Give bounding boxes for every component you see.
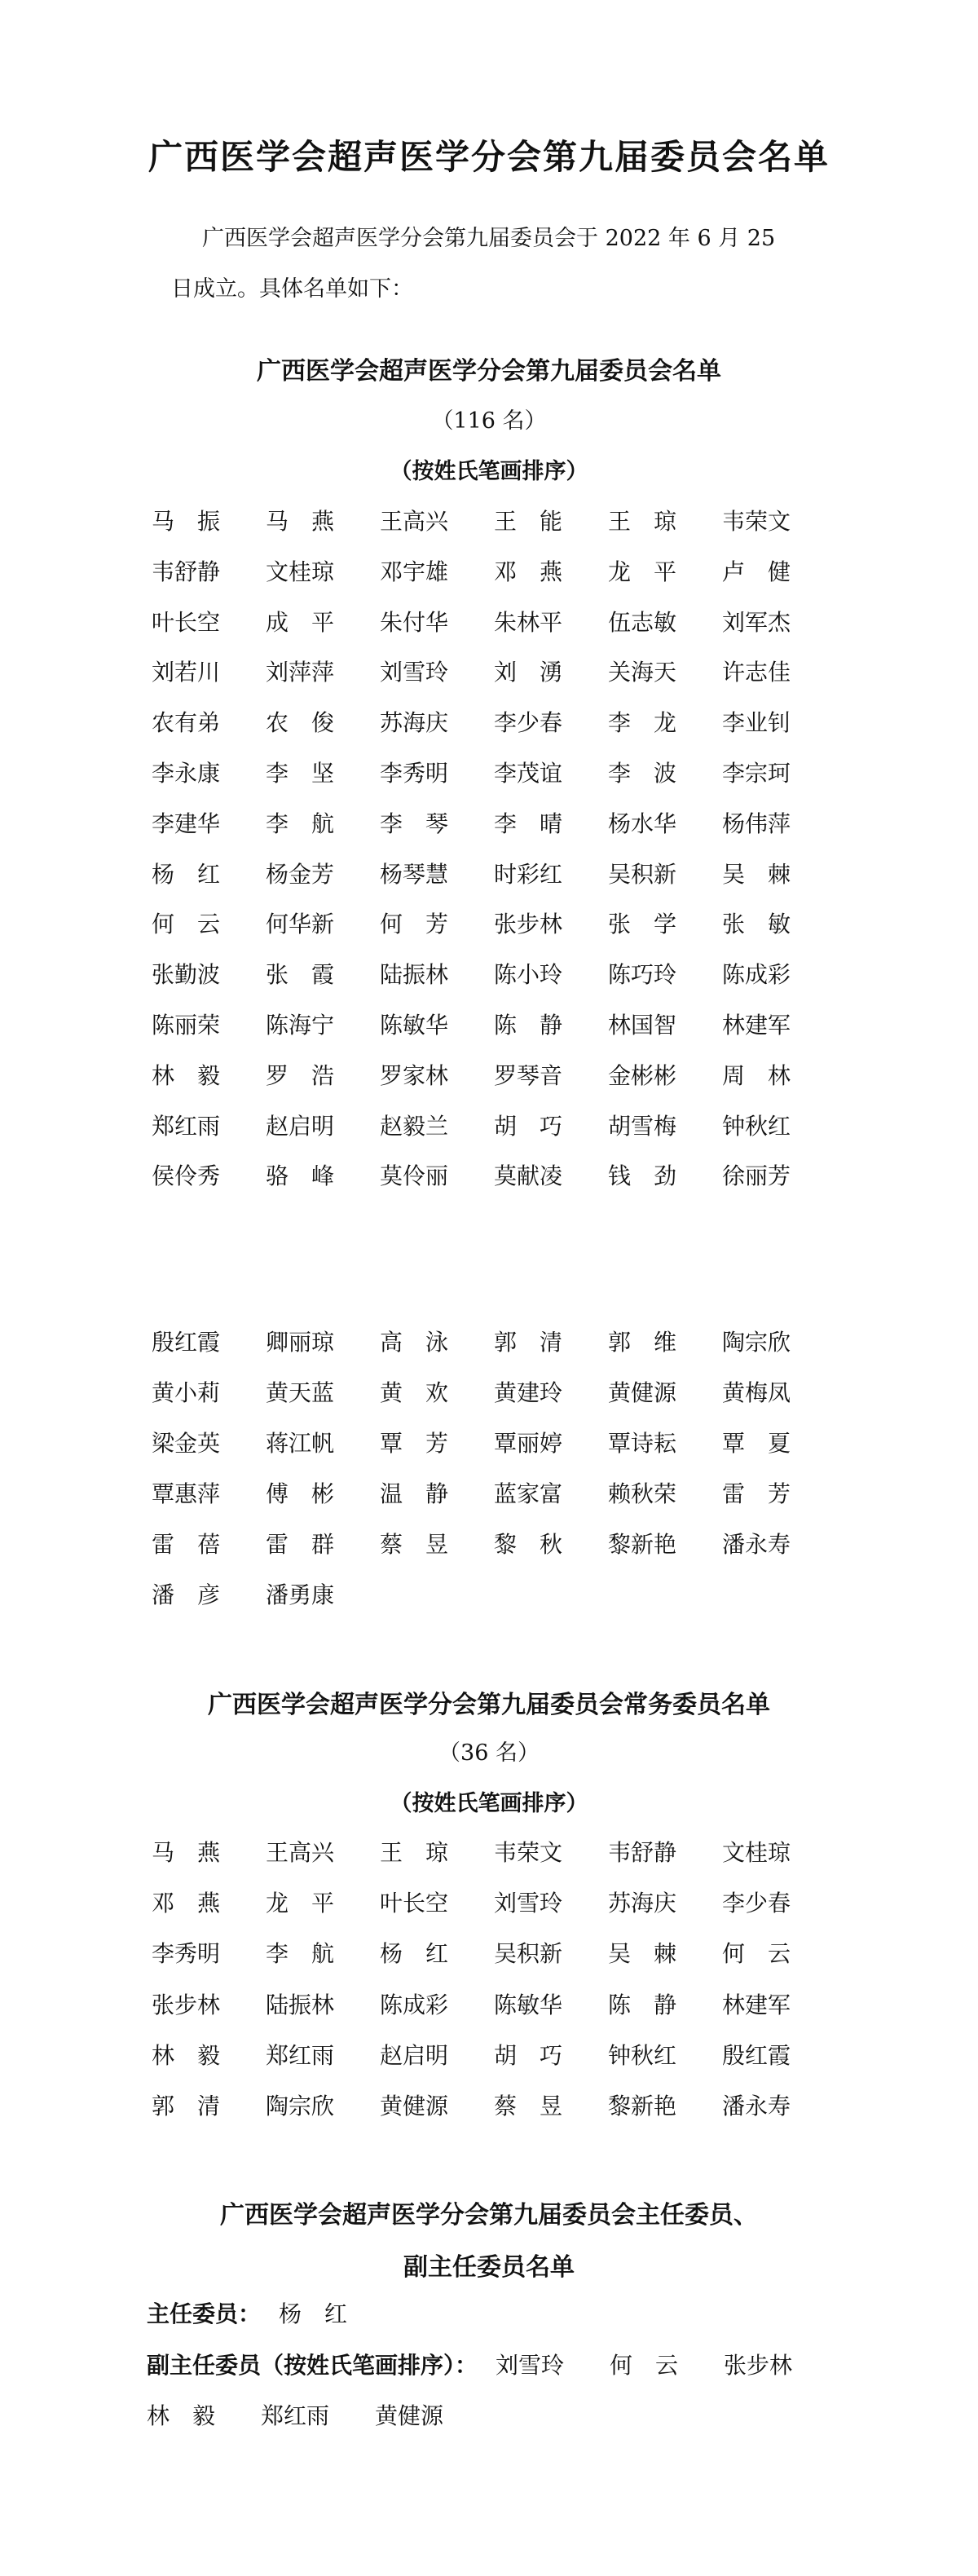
vice-chair-label: 副主任委员（按姓氏笔画排序）： bbox=[147, 2352, 478, 2379]
intro-line-1: 广西医学会超声医学分会第九届委员会于 2022 年 6 月 25 bbox=[202, 226, 776, 251]
member-name: 何 芳 bbox=[380, 911, 449, 938]
member-name: 李少春 bbox=[722, 1890, 791, 1917]
member-name: 李建华 bbox=[152, 809, 221, 837]
member-name: 金彬彬 bbox=[608, 1061, 677, 1089]
member-name: 莫献凌 bbox=[494, 1162, 563, 1190]
standing-order-note: （按姓氏笔画排序） bbox=[390, 1791, 588, 1816]
member-name: 韦舒静 bbox=[608, 1839, 677, 1866]
member-name: 黎 秋 bbox=[494, 1531, 563, 1558]
member-name: 黄健源 bbox=[380, 2092, 449, 2119]
member-name: 许志佳 bbox=[722, 659, 791, 686]
member-name: 伍志敏 bbox=[608, 608, 677, 636]
member-name: 吴 棘 bbox=[722, 860, 791, 888]
member-name: 陶宗欣 bbox=[722, 1329, 791, 1356]
member-name: 陈小玲 bbox=[494, 961, 563, 989]
member-name: 黎新艳 bbox=[608, 1531, 677, 1558]
member-name: 潘永寿 bbox=[722, 2092, 791, 2119]
member-name: 郭 清 bbox=[152, 2092, 221, 2119]
member-name: 雷 群 bbox=[266, 1531, 335, 1558]
member-name: 张 学 bbox=[608, 911, 677, 938]
member-name: 蔡 昱 bbox=[494, 2092, 563, 2119]
member-name: 韦荣文 bbox=[722, 508, 791, 535]
member-name: 时彩红 bbox=[494, 860, 563, 888]
member-name: 邓 燕 bbox=[494, 558, 563, 585]
member-name: 郭 维 bbox=[608, 1329, 677, 1356]
member-name: 黄 欢 bbox=[380, 1379, 449, 1406]
member-name: 陶宗欣 bbox=[266, 2092, 335, 2119]
member-name: 钟秋红 bbox=[722, 1112, 791, 1140]
leaders-title-line-1: 广西医学会超声医学分会第九届委员会主任委员、 bbox=[220, 2201, 758, 2230]
member-name: 王高兴 bbox=[266, 1839, 335, 1866]
member-name: 陈成彩 bbox=[380, 1991, 449, 2018]
vice-chair-row-continued bbox=[147, 2398, 443, 2431]
member-name: 叶长空 bbox=[152, 608, 221, 636]
member-name: 陈成彩 bbox=[722, 961, 791, 989]
member-name: 杨 红 bbox=[152, 860, 221, 888]
member-name: 卢 健 bbox=[722, 558, 791, 585]
member-name: 吴积新 bbox=[494, 1940, 563, 1968]
member-name: 钟秋红 bbox=[608, 2041, 677, 2069]
member-name: 韦舒静 bbox=[152, 558, 221, 585]
vice-chair-names-line-1: 刘雪玲 何 云 张步林 bbox=[496, 2352, 793, 2379]
committee-members-grid bbox=[152, 505, 836, 1211]
member-name: 苏海庆 bbox=[380, 709, 449, 737]
member-name: 王 琼 bbox=[608, 508, 677, 535]
member-name: 龙 平 bbox=[266, 1890, 335, 1917]
member-name: 赵启明 bbox=[380, 2041, 449, 2069]
member-name: 农 俊 bbox=[266, 709, 335, 737]
member-name: 覃惠萍 bbox=[152, 1480, 221, 1507]
member-name: 覃诗耘 bbox=[608, 1430, 677, 1457]
vice-chair-names-line-2: 林 毅 郑红雨 黄健源 bbox=[147, 2402, 444, 2429]
committee-title: 广西医学会超声医学分会第九届委员会名单 bbox=[257, 357, 721, 386]
intro-line-2: 日成立。具体名单如下： bbox=[171, 276, 413, 302]
member-name: 殷红霞 bbox=[722, 2041, 791, 2069]
member-name: 陈丽荣 bbox=[152, 1011, 221, 1039]
member-name: 张勤波 bbox=[152, 961, 221, 989]
member-name: 黄天蓝 bbox=[266, 1379, 335, 1406]
member-name: 陈 静 bbox=[494, 1011, 563, 1039]
member-name: 罗 浩 bbox=[266, 1061, 335, 1089]
vice-chair-row bbox=[147, 2348, 792, 2380]
member-name: 林 毅 bbox=[152, 1061, 221, 1089]
intro-paragraph bbox=[171, 214, 839, 315]
member-name: 杨 红 bbox=[380, 1940, 449, 1968]
member-name: 何华新 bbox=[266, 911, 335, 938]
chair-label: 主任委员： bbox=[147, 2300, 262, 2327]
member-name: 陈敏华 bbox=[380, 1011, 449, 1039]
member-name: 覃 芳 bbox=[380, 1430, 449, 1457]
member-name: 朱付华 bbox=[380, 608, 449, 636]
member-name: 张 敏 bbox=[722, 911, 791, 938]
member-name: 李 晴 bbox=[494, 809, 563, 837]
member-name: 赵启明 bbox=[266, 1112, 335, 1140]
member-name: 卿丽琼 bbox=[266, 1329, 335, 1356]
member-name: 李业钊 bbox=[722, 709, 791, 737]
member-name: 刘雪玲 bbox=[380, 659, 449, 686]
member-name: 雷 蓓 bbox=[152, 1531, 221, 1558]
member-name: 苏海庆 bbox=[608, 1890, 677, 1917]
member-name: 张步林 bbox=[152, 1991, 221, 2018]
member-name: 杨伟萍 bbox=[722, 809, 791, 837]
member-name: 杨水华 bbox=[608, 809, 677, 837]
member-name: 何 云 bbox=[152, 911, 221, 938]
member-name: 叶长空 bbox=[380, 1890, 449, 1917]
member-name: 杨金芳 bbox=[266, 860, 335, 888]
member-name: 王 能 bbox=[494, 508, 563, 535]
member-name: 刘雪玲 bbox=[494, 1890, 563, 1917]
member-name: 李 波 bbox=[608, 759, 677, 787]
member-name: 蓝家富 bbox=[494, 1480, 563, 1507]
member-name: 李 坚 bbox=[266, 759, 335, 787]
member-name: 黄健源 bbox=[608, 1379, 677, 1406]
member-name: 殷红霞 bbox=[152, 1329, 221, 1356]
member-name: 黄小莉 bbox=[152, 1379, 221, 1406]
member-name: 杨琴慧 bbox=[380, 860, 449, 888]
member-name: 郑红雨 bbox=[152, 1112, 221, 1140]
leaders-title-line-2: 副主任委员名单 bbox=[403, 2253, 575, 2282]
member-name: 莫伶丽 bbox=[380, 1162, 449, 1190]
member-name: 李少春 bbox=[494, 709, 563, 737]
member-name: 邓宇雄 bbox=[380, 558, 449, 585]
member-name: 雷 芳 bbox=[722, 1480, 791, 1507]
member-name: 张步林 bbox=[494, 911, 563, 938]
member-name: 何 云 bbox=[722, 1940, 791, 1968]
member-name: 龙 平 bbox=[608, 558, 677, 585]
member-name: 陈 静 bbox=[608, 1991, 677, 2018]
member-name: 李宗珂 bbox=[722, 759, 791, 787]
member-name: 黎新艳 bbox=[608, 2092, 677, 2119]
member-name: 刘 湧 bbox=[494, 659, 563, 686]
committee-count: （116 名） bbox=[431, 408, 547, 434]
member-name: 韦荣文 bbox=[494, 1839, 563, 1866]
member-name: 吴积新 bbox=[608, 860, 677, 888]
member-name: 徐丽芳 bbox=[722, 1162, 791, 1190]
member-name: 农有弟 bbox=[152, 709, 221, 737]
member-name: 李 琴 bbox=[380, 809, 449, 837]
member-name: 覃丽婷 bbox=[494, 1430, 563, 1457]
member-name: 成 平 bbox=[266, 608, 335, 636]
member-name: 傅 彬 bbox=[266, 1480, 335, 1507]
member-name: 邓 燕 bbox=[152, 1890, 221, 1917]
member-name: 吴 棘 bbox=[608, 1940, 677, 1968]
member-name: 罗琴音 bbox=[494, 1061, 563, 1089]
member-name: 刘萍萍 bbox=[266, 659, 335, 686]
member-name: 胡 巧 bbox=[494, 2041, 563, 2069]
member-name: 高 泳 bbox=[380, 1329, 449, 1356]
member-name: 刘若川 bbox=[152, 659, 221, 686]
member-name: 李茂谊 bbox=[494, 759, 563, 787]
member-name: 王高兴 bbox=[380, 508, 449, 535]
member-name: 林建军 bbox=[722, 1991, 791, 2018]
member-name: 文桂琼 bbox=[266, 558, 335, 585]
member-name: 温 静 bbox=[380, 1480, 449, 1507]
member-name: 刘军杰 bbox=[722, 608, 791, 636]
member-name: 赖秋荣 bbox=[608, 1480, 677, 1507]
member-name: 文桂琼 bbox=[722, 1839, 791, 1866]
member-name: 钱 劲 bbox=[608, 1162, 677, 1190]
member-name: 蒋江帆 bbox=[266, 1430, 335, 1457]
member-name: 胡 巧 bbox=[494, 1112, 563, 1140]
member-name: 李 航 bbox=[266, 1940, 335, 1968]
member-name: 赵毅兰 bbox=[380, 1112, 449, 1140]
member-name: 马 燕 bbox=[152, 1839, 221, 1866]
member-name: 骆 峰 bbox=[266, 1162, 335, 1190]
member-name: 陈巧玲 bbox=[608, 961, 677, 989]
standing-count: （36 名） bbox=[438, 1740, 540, 1766]
member-name: 马 燕 bbox=[266, 508, 335, 535]
member-name: 罗家林 bbox=[380, 1061, 449, 1089]
member-name: 潘永寿 bbox=[722, 1531, 791, 1558]
chair-row bbox=[147, 2296, 347, 2329]
member-name: 黄梅凤 bbox=[722, 1379, 791, 1406]
member-name: 潘 彦 bbox=[152, 1581, 221, 1608]
member-name: 蔡 昱 bbox=[380, 1531, 449, 1558]
member-name: 陆振林 bbox=[380, 961, 449, 989]
member-name: 覃 夏 bbox=[722, 1430, 791, 1457]
chair-name: 杨 红 bbox=[279, 2300, 348, 2327]
member-name: 梁金英 bbox=[152, 1430, 221, 1457]
member-name: 陈敏华 bbox=[494, 1991, 563, 2018]
member-name: 李 航 bbox=[266, 809, 335, 837]
member-name: 关海天 bbox=[608, 659, 677, 686]
member-name: 胡雪梅 bbox=[608, 1112, 677, 1140]
member-name: 李 龙 bbox=[608, 709, 677, 737]
member-name: 张 霞 bbox=[266, 961, 335, 989]
member-name: 郑红雨 bbox=[266, 2041, 335, 2069]
member-name: 黄建玲 bbox=[494, 1379, 563, 1406]
committee-order-note: （按姓氏笔画排序） bbox=[390, 459, 588, 484]
member-name: 李秀明 bbox=[152, 1940, 221, 1968]
member-name: 陆振林 bbox=[266, 1991, 335, 2018]
committee-members-grid-continued bbox=[152, 1326, 836, 1630]
member-name: 侯伶秀 bbox=[152, 1162, 221, 1190]
member-name: 李永康 bbox=[152, 759, 221, 787]
standing-title: 广西医学会超声医学分会第九届委员会常务委员名单 bbox=[208, 1691, 770, 1719]
member-name: 王 琼 bbox=[380, 1839, 449, 1866]
document-title: 广西医学会超声医学分会第九届委员会名单 bbox=[148, 137, 830, 177]
standing-members-grid bbox=[152, 1837, 836, 2141]
member-name: 陈海宁 bbox=[266, 1011, 335, 1039]
member-name: 李秀明 bbox=[380, 759, 449, 787]
member-name: 林 毅 bbox=[152, 2041, 221, 2069]
member-name: 朱林平 bbox=[494, 608, 563, 636]
member-name: 潘勇康 bbox=[266, 1581, 335, 1608]
member-name: 郭 清 bbox=[494, 1329, 563, 1356]
member-name: 林国智 bbox=[608, 1011, 677, 1039]
member-name: 马 振 bbox=[152, 508, 221, 535]
member-name: 周 林 bbox=[722, 1061, 791, 1089]
member-name: 林建军 bbox=[722, 1011, 791, 1039]
